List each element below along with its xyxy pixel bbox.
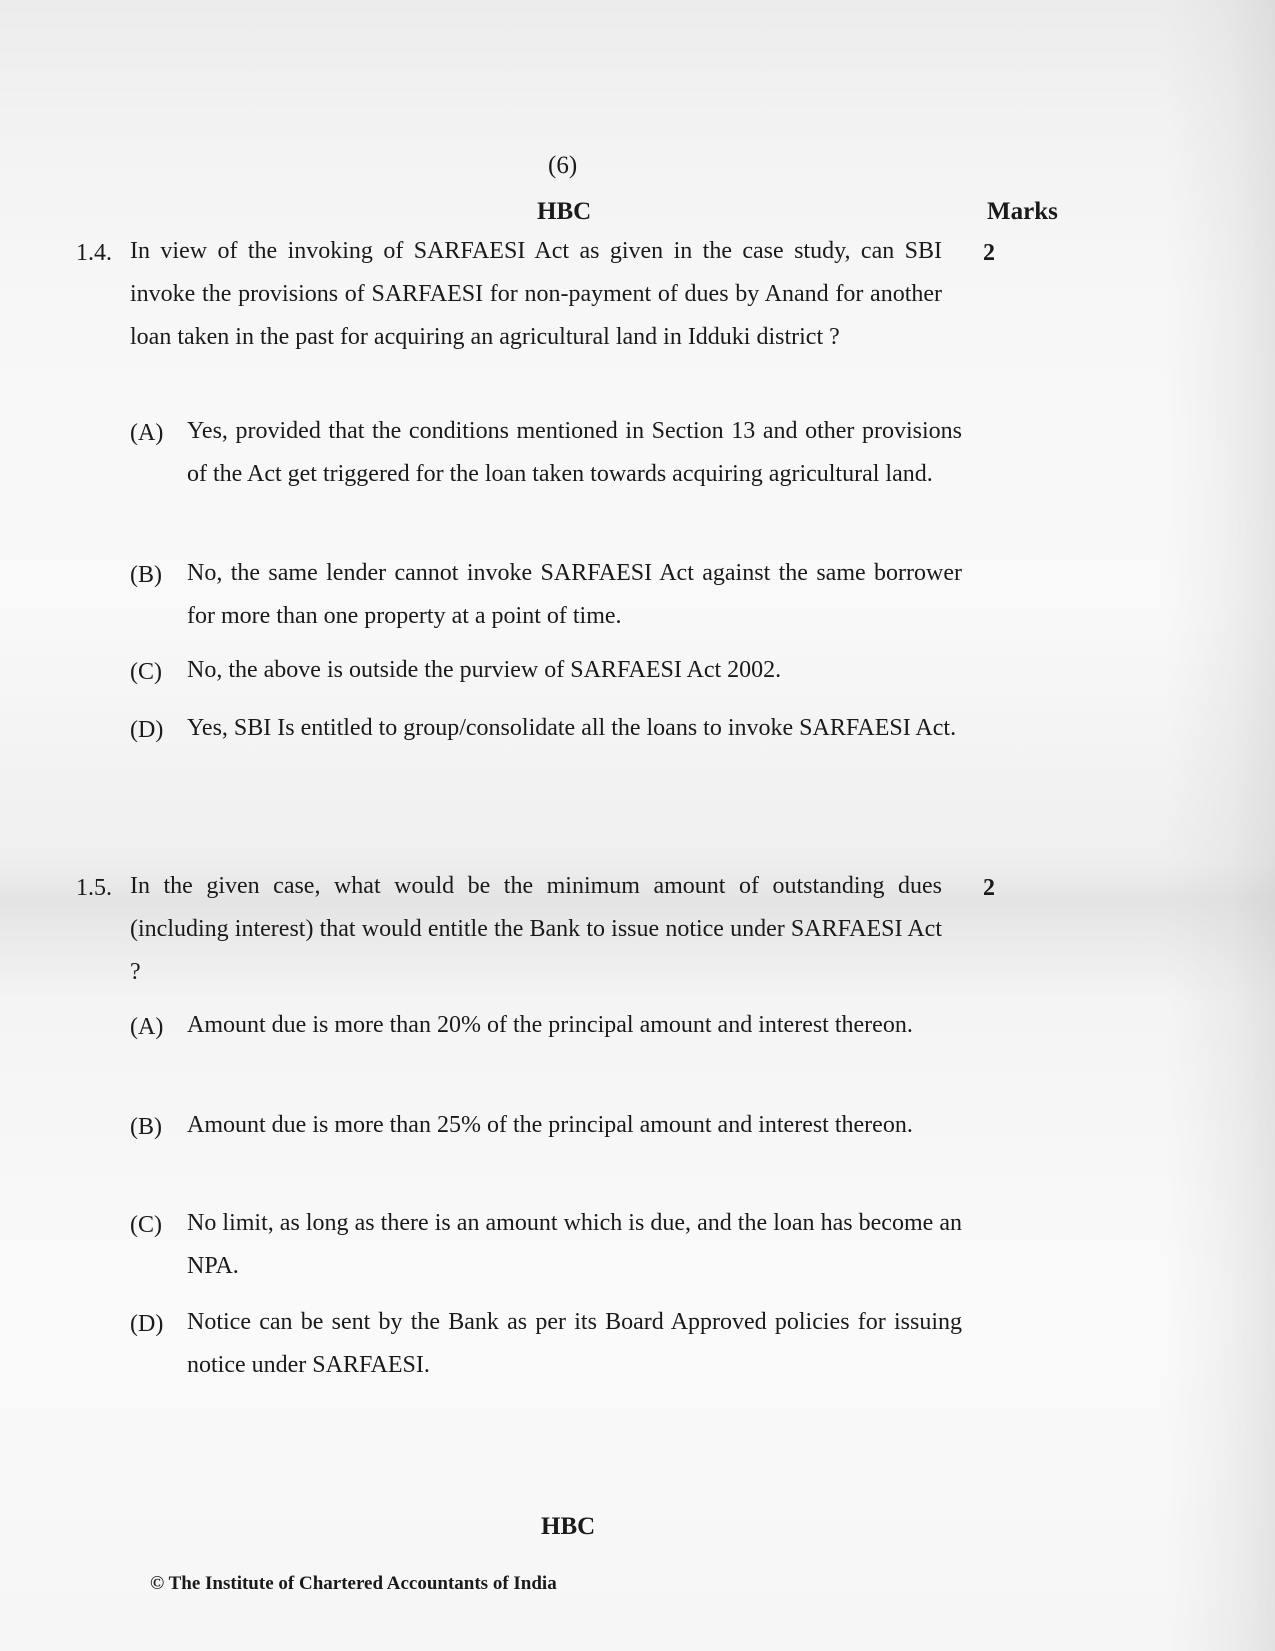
question-text: In view of the invoking of SARFAESI Act as given in the case study, can SBI invoke the provisions of SARFAESI for non-payment of dues by Anand for another loan taken in the past for acquiring an agricultural land in Idduki district ? [130,238,942,350]
option-text: Yes, provided that the conditions mentioned in Section 13 and other provisions of the Act get triggered for the loan taken towards acquiring agricultural land. [187,418,962,487]
option-letter: (A) [130,1014,164,1040]
marks-column-heading: Marks [987,198,1058,225]
page-number: (6) [548,152,578,179]
option-text: Amount due is more than 25% of the principal amount and interest thereon. [187,1112,913,1138]
option-letter: (B) [130,1114,162,1140]
question-marks: 2 [983,240,995,266]
option-letter: (D) [130,717,164,743]
paper-code-footer: HBC [541,1513,596,1540]
question-marks: 2 [983,875,995,901]
option-letter: (B) [130,562,162,588]
option-text: No limit, as long as there is an amount which is due, and the loan has become an NPA. [187,1210,962,1279]
option-letter: (A) [130,420,164,446]
option-text: Amount due is more than 20% of the principal amount and interest thereon. [187,1012,913,1038]
question-number: 1.5. [76,875,112,901]
page-edge-shadow [1165,0,1275,1651]
question-text: In the given case, what would be the minimum amount of outstanding dues (including interest) that would entitle the Bank to issue notice under SARFAESI Act ? [130,873,942,985]
option-text: Yes, SBI Is entitled to group/consolidate all the loans to invoke SARFAESI Act. [187,715,957,741]
option-text: Notice can be sent by the Bank as per its Board Approved policies for issuing notice under SARFAESI. [187,1309,962,1378]
option-text: No, the above is outside the purview of SARFAESI Act 2002. [187,657,782,683]
copyright-notice: © The Institute of Chartered Accountants of India [150,1573,557,1594]
question-number: 1.4. [76,240,112,266]
option-letter: (C) [130,1212,162,1238]
option-letter: (C) [130,659,162,685]
option-text: No, the same lender cannot invoke SARFAESI Act against the same borrower for more than one property at a point of time. [187,560,962,629]
paper-code-header: HBC [537,198,592,225]
option-letter: (D) [130,1311,164,1337]
